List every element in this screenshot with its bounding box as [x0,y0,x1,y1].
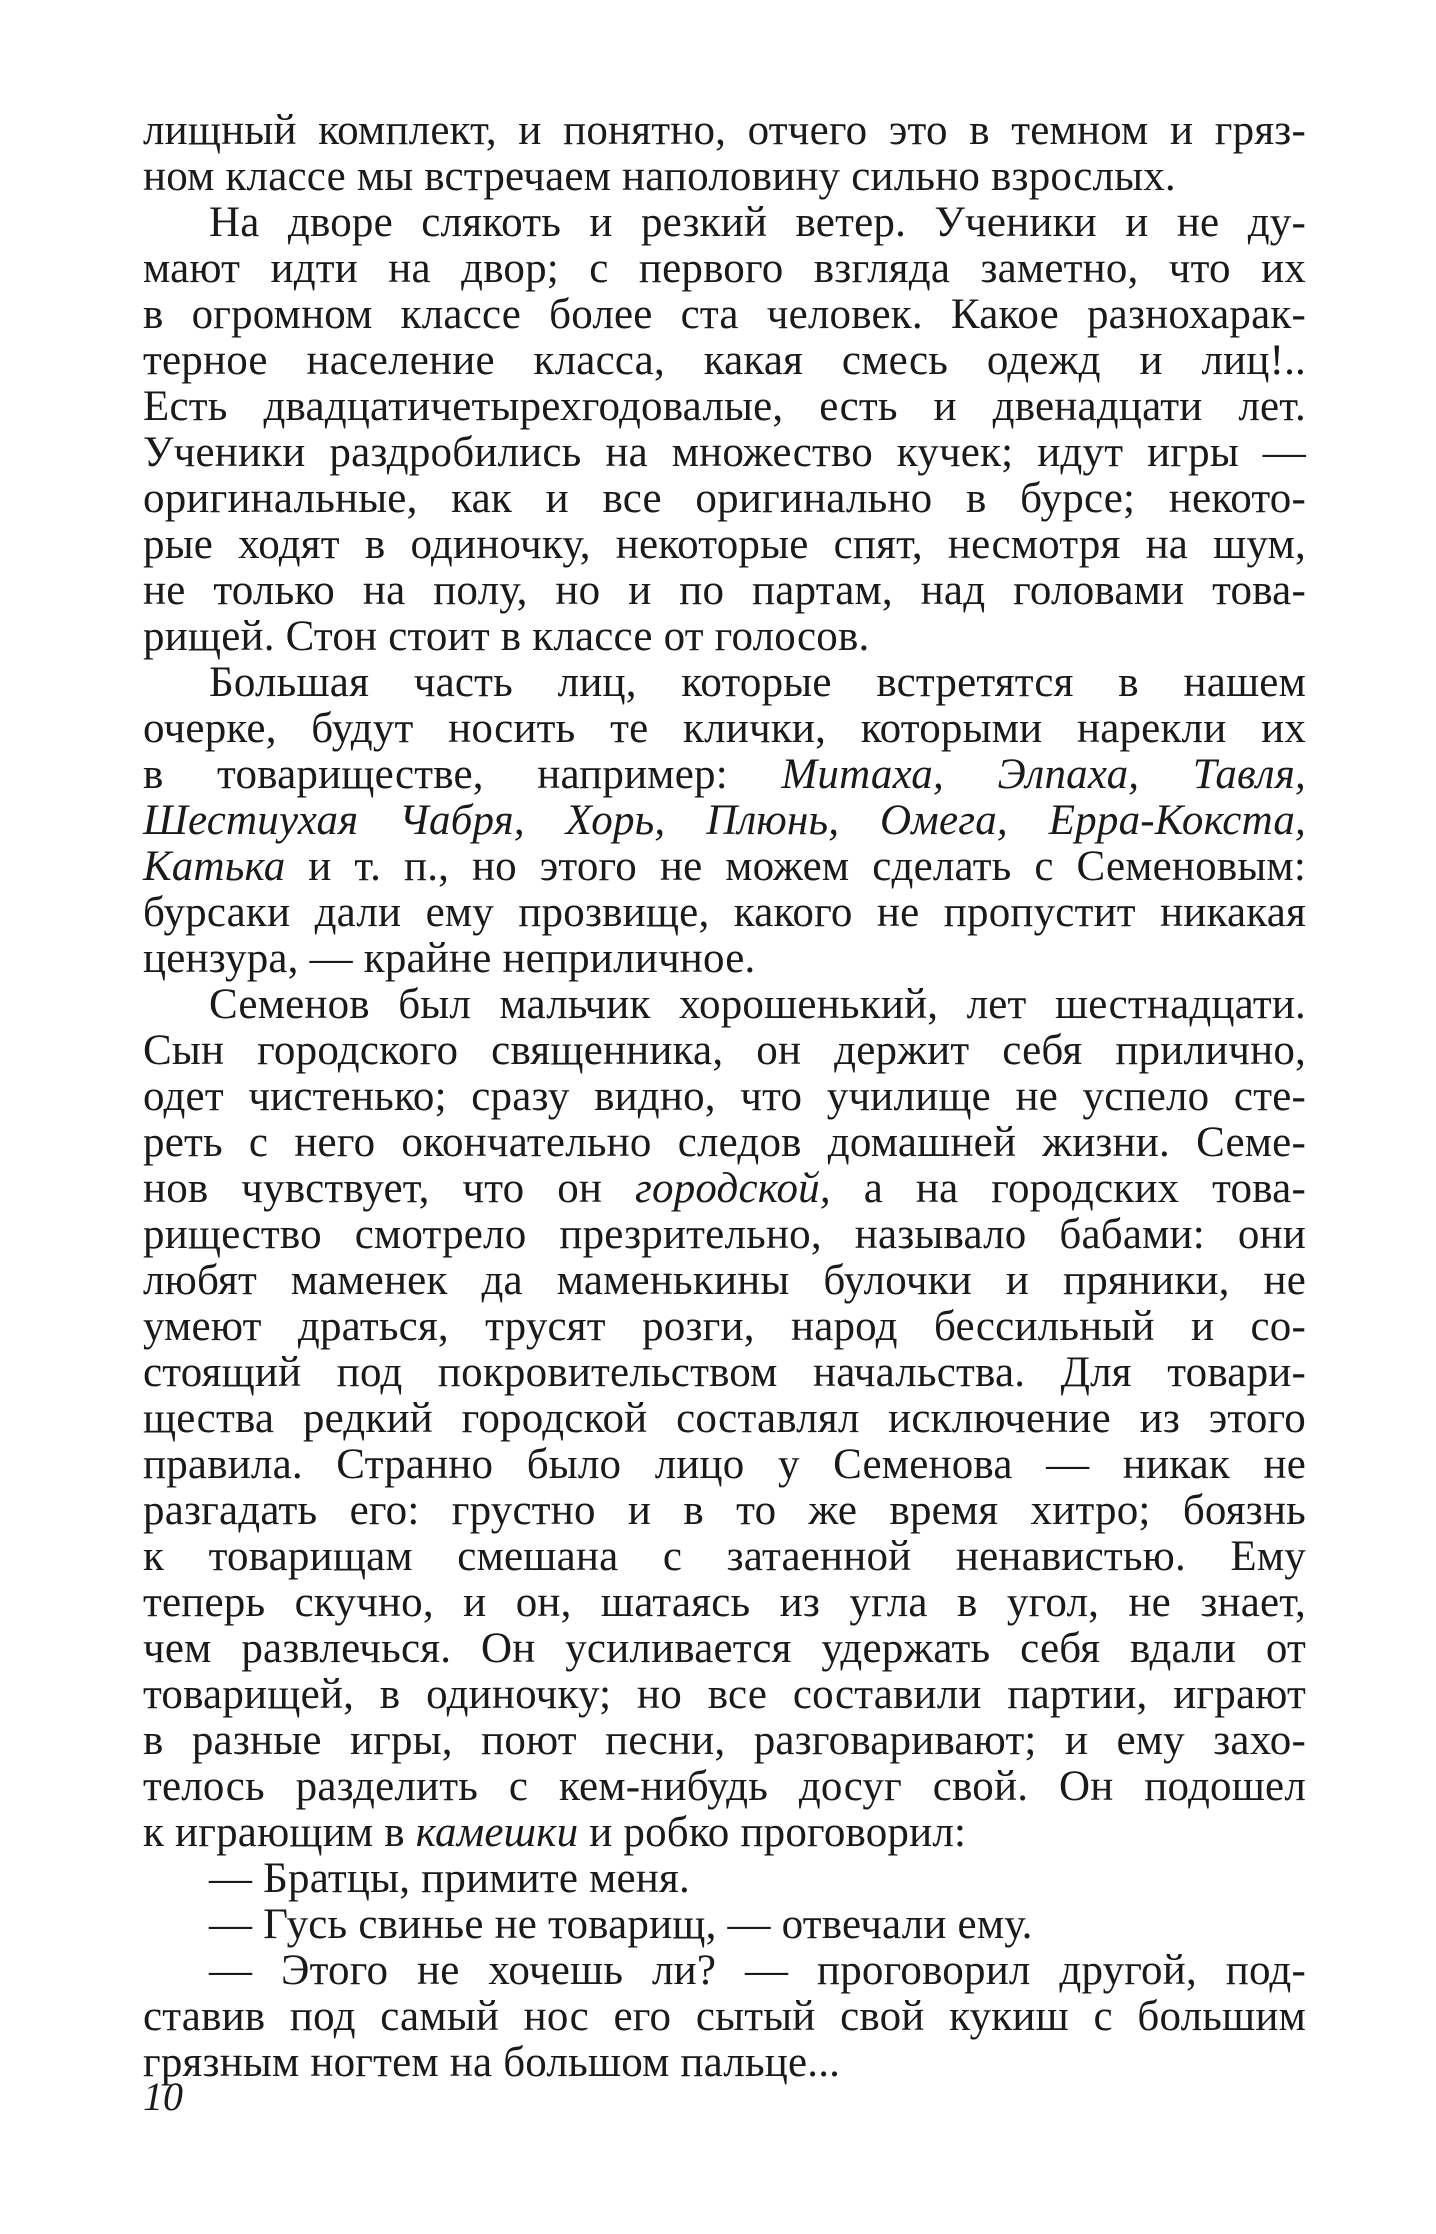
text-line [143,1396,1306,1442]
text-line [143,1212,1306,1258]
text-line [143,1120,1306,1166]
italic-text: Митаха, Элпаха, Тавля, [781,751,1306,798]
text-segment: На дворе слякоть и резкий ветер. Ученики и не ду- [209,199,1306,246]
text-line [143,1488,1306,1534]
text-segment: лищный комплект, и понятно, отчего это в темном и гряз- [143,107,1306,154]
text-line [143,1534,1306,1580]
text-segment: рищество смотрело презрительно, называло бабами: они [143,1211,1306,1258]
text-segment: реть с него окончательно следов домашней жизни. Семе- [143,1119,1306,1166]
text-segment: в разные игры, поют песни, разговаривают; и ему захо- [143,1717,1306,1764]
text-segment: Сын городского священника, он держит себя прилично, [143,1027,1306,1074]
text-line [143,1028,1306,1074]
page-number: 10 [143,2074,183,2119]
text-line [143,1994,1306,2040]
text-segment: Ученики раздробились на множество кучек; идут игры — [143,429,1306,476]
text-segment: товарищей, в одиночку; но все составили партии, играют [143,1671,1306,1718]
text-line [143,1304,1306,1350]
text-segment: — Гусь свинье не товарищ, — отвечали ему. [209,1901,1033,1948]
text-segment: ставив под самый нос его сытый свой кукиш с большим [143,1993,1306,2040]
text-line [143,1258,1306,1304]
text-line [143,1810,1306,1856]
text-segment: стоящий под покровительством начальства. Для товари- [143,1349,1306,1396]
text-line [143,1764,1306,1810]
text-line [143,844,1306,890]
text-line [143,982,1306,1028]
text-line [143,890,1306,936]
text-segment: рые ходят в одиночку, некоторые спят, несмотря на шум, [143,521,1306,568]
text-line [143,1166,1306,1212]
italic-text: камешки [415,1809,579,1856]
page-body-text [143,108,1306,2086]
text-line [143,1902,1306,1948]
text-line [143,430,1306,476]
text-segment: к товарищам смешана с затаенной ненавистью. Ему [143,1533,1306,1580]
text-segment: правила. Странно было лицо у Семенова — никак не [143,1441,1306,1488]
text-line [143,1350,1306,1396]
text-segment: нов чувствует, что он [143,1165,636,1212]
text-line [143,246,1306,292]
text-line [143,1626,1306,1672]
text-segment: чем развлечься. Он усиливается удержать себя вдали от [143,1625,1306,1672]
text-segment: теперь скучно, и он, шатаясь из угла в угол, не знает, [143,1579,1306,1626]
text-segment: и робко проговорил: [578,1809,967,1856]
text-line [143,936,1306,982]
text-segment: грязным ногтем на большом пальце... [143,2039,841,2086]
text-segment: Большая часть лиц, которые встретятся в нашем [209,659,1306,706]
text-segment: мают идти на двор; с первого взгляда заметно, что их [143,245,1306,292]
text-segment: бурсаки дали ему прозвище, какого не пропустит никакая [143,889,1306,936]
text-line [143,476,1306,522]
text-segment: в огромном классе более ста человек. Какое разнохарак- [143,291,1306,338]
text-line [143,1074,1306,1120]
text-segment: а на городских това- [830,1165,1306,1212]
text-line [143,1672,1306,1718]
text-segment: — Этого не хочешь ли? — проговорил другой, под- [209,1947,1306,1994]
text-segment: к играющим в [143,1809,416,1856]
text-segment: телось разделить с кем-нибудь досуг свой. Он подошел [143,1763,1306,1810]
text-line [143,1948,1306,1994]
text-line [143,108,1306,154]
text-line [143,384,1306,430]
text-segment: щества редкий городской составлял исключение из этого [143,1395,1306,1442]
text-line [143,338,1306,384]
text-segment: цензура, — крайне неприличное. [143,935,756,982]
text-segment: одет чистенько; сразу видно, что училище не успело сте- [143,1073,1306,1120]
italic-text: городской, [635,1165,831,1212]
text-line [143,798,1306,844]
text-line [143,568,1306,614]
text-segment: не только на полу, но и по партам, над головами това- [143,567,1306,614]
text-line [143,154,1306,200]
text-line [143,2040,1306,2086]
italic-text: Катька [143,843,286,890]
text-line [143,660,1306,706]
text-line [143,200,1306,246]
text-line [143,706,1306,752]
text-line [143,1580,1306,1626]
text-line [143,292,1306,338]
text-segment: терное население класса, какая смесь одежд и лиц!.. [143,337,1306,384]
text-segment: умеют драться, трусят розги, народ бессильный и со- [143,1303,1306,1350]
text-line [143,614,1306,660]
text-segment: ном классе мы встречаем наполовину сильно взрослых. [143,153,1176,200]
text-line [143,1856,1306,1902]
text-line [143,1442,1306,1488]
text-segment: рищей. Стон стоит в классе от голосов. [143,613,870,660]
text-line [143,522,1306,568]
text-segment: и т. п., но этого не можем сделать с Семеновым: [285,843,1306,890]
text-segment: — Братцы, примите меня. [209,1855,690,1902]
text-line [143,752,1306,798]
text-segment: любят маменек да маменькины булочки и пряники, не [143,1257,1306,1304]
text-segment: Семенов был мальчик хорошенький, лет шестнадцати. [209,981,1306,1028]
text-segment: Есть двадцатичетырехгодовалые, есть и двенадцати лет. [143,383,1306,430]
italic-text: Шестиухая Чабря, Хорь, Плюнь, Омега, Ерра-Кокста, [143,797,1306,844]
text-segment: в товариществе, например: [143,751,782,798]
text-segment: очерке, будут носить те клички, которыми нарекли их [143,705,1306,752]
text-segment: разгадать его: грустно и в то же время хитро; боязнь [143,1487,1306,1534]
text-line [143,1718,1306,1764]
text-segment: оригинальные, как и все оригинально в бурсе; некото- [143,475,1306,522]
